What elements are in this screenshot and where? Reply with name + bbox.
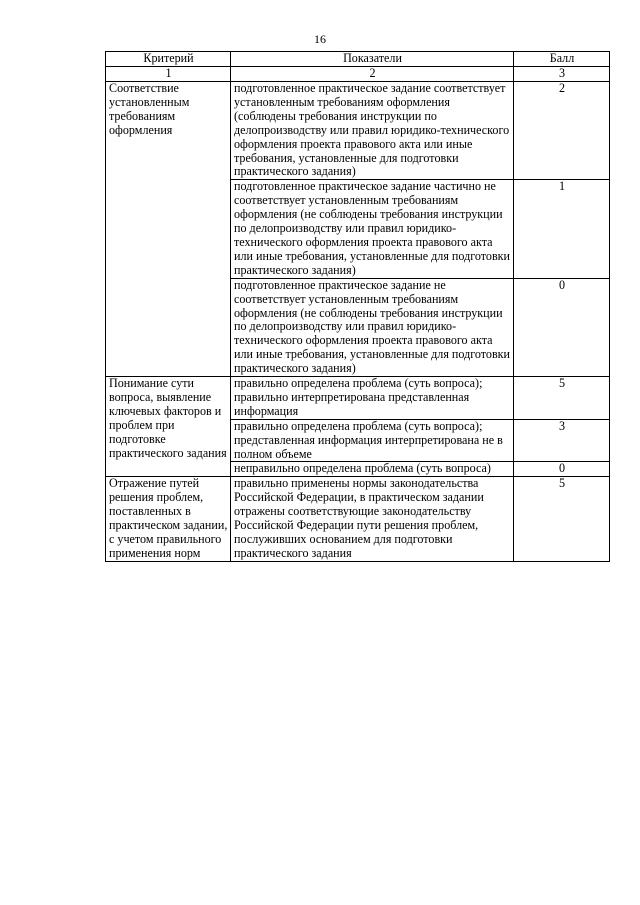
criteria-table [105,51,610,562]
criterion-cell: Соответствие установленным требованиям оформления [106,82,231,377]
table-row [106,377,610,420]
table-header-row [106,52,610,67]
score-cell: 0 [514,462,610,477]
column-number-row [106,67,610,82]
indicator-cell: подготовленное практическое задание не соответствует установленным требованиям оформления (не соблюдены требования инструкции по делопроизводству или правил юридико-технического оформления проекта правового акта или иные требования, установленные для подготовки практического задания) [231,278,514,376]
score-cell: 5 [514,477,610,561]
header-criterion: Критерий [106,52,231,67]
indicator-cell: подготовленное практическое задание частично не соответствует установленным требованиям оформления (не соблюдены требования инструкции по делопроизводству или правил юридико-технического оформления проекта правового акта или иные требования, установленные для подготовки практического задания) [231,180,514,278]
criterion-cell: Отражение путей решения проблем, поставленных в практическом задании, с учетом правильного применения норм [106,477,231,561]
indicator-cell: правильно определена проблема (суть вопроса); представленная информация интерпретирована не в полном объеме [231,419,514,462]
page-number: 16 [314,32,326,46]
score-cell: 5 [514,377,610,420]
score-cell: 1 [514,180,610,278]
table-row [106,477,610,561]
column-number: 1 [106,67,231,82]
indicator-cell: неправильно определена проблема (суть вопроса) [231,462,514,477]
indicator-cell: правильно применены нормы законодательства Российской Федерации, в практическом задании отражены соответствующие законодательству Российской Федерации пути решения проблем, послуживших основанием для подготовки практического задания [231,477,514,561]
header-indicators: Показатели [231,52,514,67]
score-cell: 3 [514,419,610,462]
table-row [106,82,610,180]
indicator-cell: подготовленное практическое задание соответствует установленным требованиям оформления (соблюдены требования инструкции по делопроизводству или правил юридико-технического оформления проекта правового акта или иные требования, установленные для подготовки практического задания) [231,82,514,180]
indicator-cell: правильно определена проблема (суть вопроса); правильно интерпретирована представленная информация [231,377,514,420]
column-number: 3 [514,67,610,82]
header-score: Балл [514,52,610,67]
column-number: 2 [231,67,514,82]
score-cell: 2 [514,82,610,180]
score-cell: 0 [514,278,610,376]
criterion-cell: Понимание сути вопроса, выявление ключевых факторов и проблем при подготовке практического задания [106,377,231,477]
